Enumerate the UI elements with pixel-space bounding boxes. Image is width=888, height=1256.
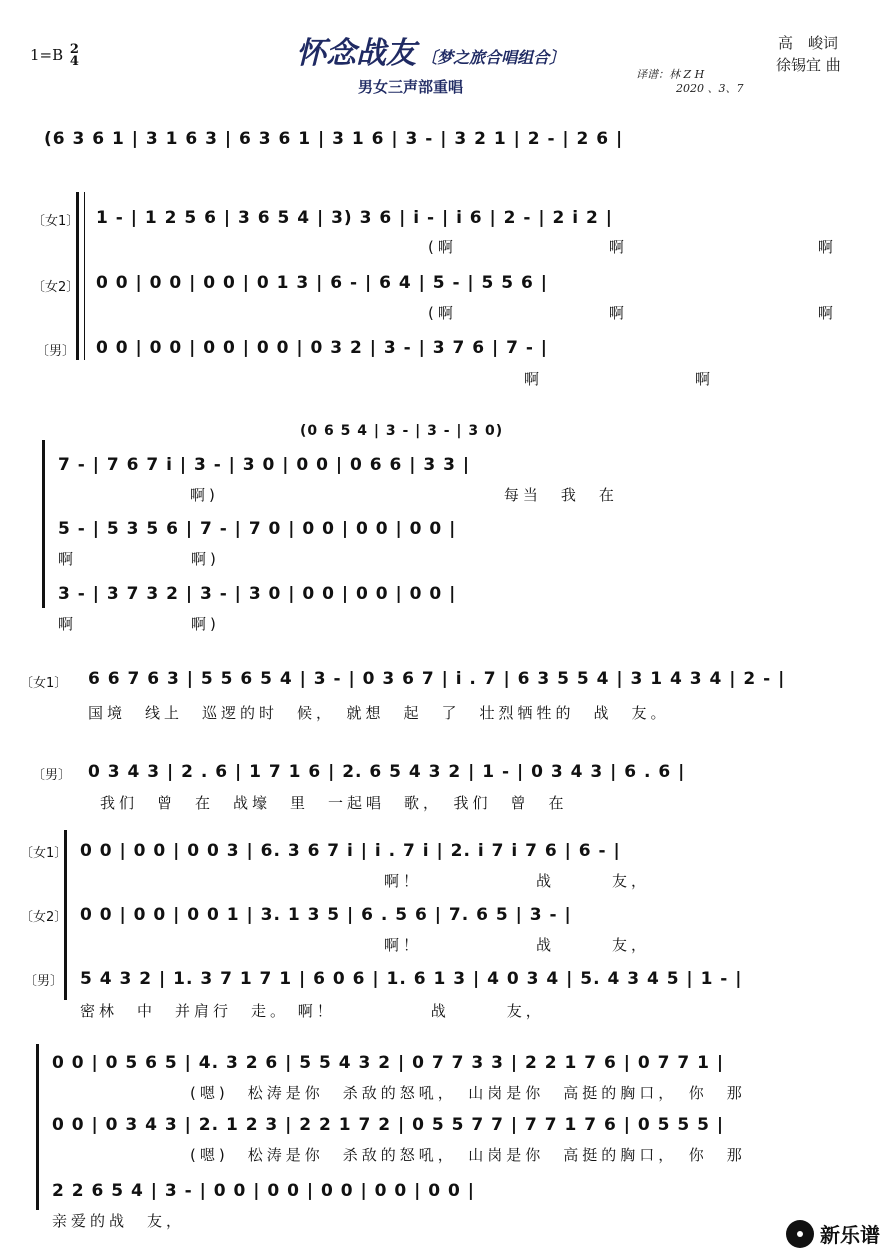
- m-lyrics-2: 啊 啊): [58, 615, 220, 633]
- m-line-3: 5 4 3 2 | 1. 3 7 1 7 1 | 6 0 6 | 1. 6 1 3 | 4 0 3 4 | 5. 4 3 4 5 | 1 - |: [80, 969, 743, 989]
- f1-lyrics-2: 啊) 每当 我 在: [190, 486, 618, 504]
- f2-line-3: 0 0 | 0 0 | 0 0 1 | 3. 1 3 5 | 6 . 5 6 | 7. 6 5 | 3 - |: [80, 905, 572, 925]
- f2-line-4: 0 0 | 0 3 4 3 | 2. 1 2 3 | 2 2 1 7 2 | 0 5 5 7 7 | 7 7 1 7 6 | 0 5 5 5 |: [52, 1115, 725, 1135]
- title-block: [296, 28, 565, 72]
- system-bracket-2: [42, 440, 45, 608]
- composer: 徐锡宜 曲: [776, 56, 841, 74]
- system-bracket-4: [36, 1044, 39, 1210]
- f2-lyrics-4: (嗯) 松涛是你 杀敌的怒吼， 山岗是你 高挺的胸口， 你 那: [190, 1146, 746, 1164]
- f2-line-1: 0 0 | 0 0 | 0 0 | 0 1 3 | 6 - | 6 4 | 5 - | 5 5 6 |: [96, 273, 549, 293]
- f1-lyrics-4: (嗯) 松涛是你 杀敌的怒吼， 山岗是你 高挺的胸口， 你 那: [190, 1084, 746, 1102]
- label-female2: 〔女2〕: [32, 280, 80, 295]
- m-solo-lyrics: 我们 曾 在 战壕 里 一起唱 歌， 我们 曾 在: [100, 794, 568, 812]
- f1-line-1: 1 - | 1 2 5 6 | 3 6 5 4 | 3) 3 6 | i - | i 6 | 2 - | 2 i 2 |: [96, 208, 613, 228]
- label-female2-3: 〔女2〕: [20, 910, 68, 925]
- m-lyrics-3: 密林 中 并肩行 走。 啊！ 战 友，: [80, 1002, 545, 1020]
- ensemble: 男女三声部重唱: [358, 78, 464, 96]
- f1-solo-line: 6 6 7 6 3 | 5 5 6 5 4 | 3 - | 0 3 6 7 | i . 7 | 6 3 5 5 4 | 3 1 4 3 4 | 2 - |: [88, 669, 786, 689]
- m-line-1: 0 0 | 0 0 | 0 0 | 0 0 | 0 3 2 | 3 - | 3 7 6 | 7 - |: [96, 338, 549, 358]
- m-lyrics-1: 啊 啊: [524, 370, 715, 388]
- time-top: 2: [69, 42, 79, 57]
- label-female1-solo: 〔女1〕: [20, 676, 68, 691]
- f2-lyrics-1: (啊 啊 啊: [428, 304, 837, 322]
- disc-icon: [786, 1220, 814, 1248]
- page-subtitle: 〔梦之旅合唱组合〕: [421, 48, 566, 67]
- m-line-2: 3 - | 3 7 3 2 | 3 - | 3 0 | 0 0 | 0 0 | 0 0 |: [58, 584, 457, 604]
- f1-line-3: 0 0 | 0 0 | 0 0 3 | 6. 3 6 7 i | i . 7 i | 2. i 7 i 7 6 | 6 - |: [80, 841, 621, 861]
- date: 2020 、3、7: [676, 82, 744, 95]
- f2-lyrics-2: 啊 啊): [58, 550, 220, 568]
- key-signature: [30, 44, 79, 68]
- f1-lyrics-1: (啊 啊 啊: [428, 238, 837, 256]
- m-lyrics-4: 亲爱的战 友，: [52, 1212, 186, 1230]
- system-line: [84, 192, 85, 360]
- lyricist: 高 峻词: [778, 34, 839, 52]
- m-line-4: 2 2 6 5 4 | 3 - | 0 0 | 0 0 | 0 0 | 0 0 | 0 0 |: [52, 1181, 475, 1201]
- page-title: 怀念战友: [296, 36, 416, 71]
- f1-line-4: 0 0 | 0 5 6 5 | 4. 3 2 6 | 5 5 4 3 2 | 0 7 7 3 3 | 2 2 1 7 6 | 0 7 7 1 |: [52, 1053, 725, 1073]
- f1-line-2: 7 - | 7 6 7 i | 3 - | 3 0 | 0 0 | 0 6 6 | 3 3 |: [58, 455, 471, 475]
- m-solo-line: 0 3 4 3 | 2 . 6 | 1 7 1 6 | 2. 6 5 4 3 2 | 1 - | 0 3 4 3 | 6 . 6 |: [88, 762, 686, 782]
- time-signature: [70, 44, 79, 68]
- f1-lyrics-3: 啊！ 战 友，: [384, 872, 651, 890]
- male-top-line: (0 6 5 4 | 3 - | 3 - | 3 0): [300, 423, 504, 439]
- label-female1-3: 〔女1〕: [20, 846, 68, 861]
- watermark-text: 新乐谱: [820, 1223, 880, 1247]
- label-female1: 〔女1〕: [32, 214, 80, 229]
- label-male-3: 〔男〕: [24, 974, 64, 989]
- label-male: 〔男〕: [36, 344, 76, 359]
- f2-line-2: 5 - | 5 3 5 6 | 7 - | 7 0 | 0 0 | 0 0 | 0 0 |: [58, 519, 457, 539]
- watermark-logo: [786, 1219, 880, 1248]
- f1-solo-lyrics: 国境 线上 巡逻的时 候， 就想 起 了 壮烈牺牲的 战 友。: [88, 704, 670, 722]
- label-male-solo: 〔男〕: [32, 768, 72, 783]
- time-bottom: 4: [69, 54, 79, 69]
- transcriber: 译谱：林 Z H: [636, 68, 705, 81]
- key-text: 1=B: [30, 46, 64, 64]
- intro-line: (6 3 6 1 | 3 1 6 3 | 6 3 6 1 | 3 1 6 | 3 - | 3 2 1 | 2 - | 2 6 |: [44, 129, 624, 149]
- f2-lyrics-3: 啊！ 战 友，: [384, 936, 651, 954]
